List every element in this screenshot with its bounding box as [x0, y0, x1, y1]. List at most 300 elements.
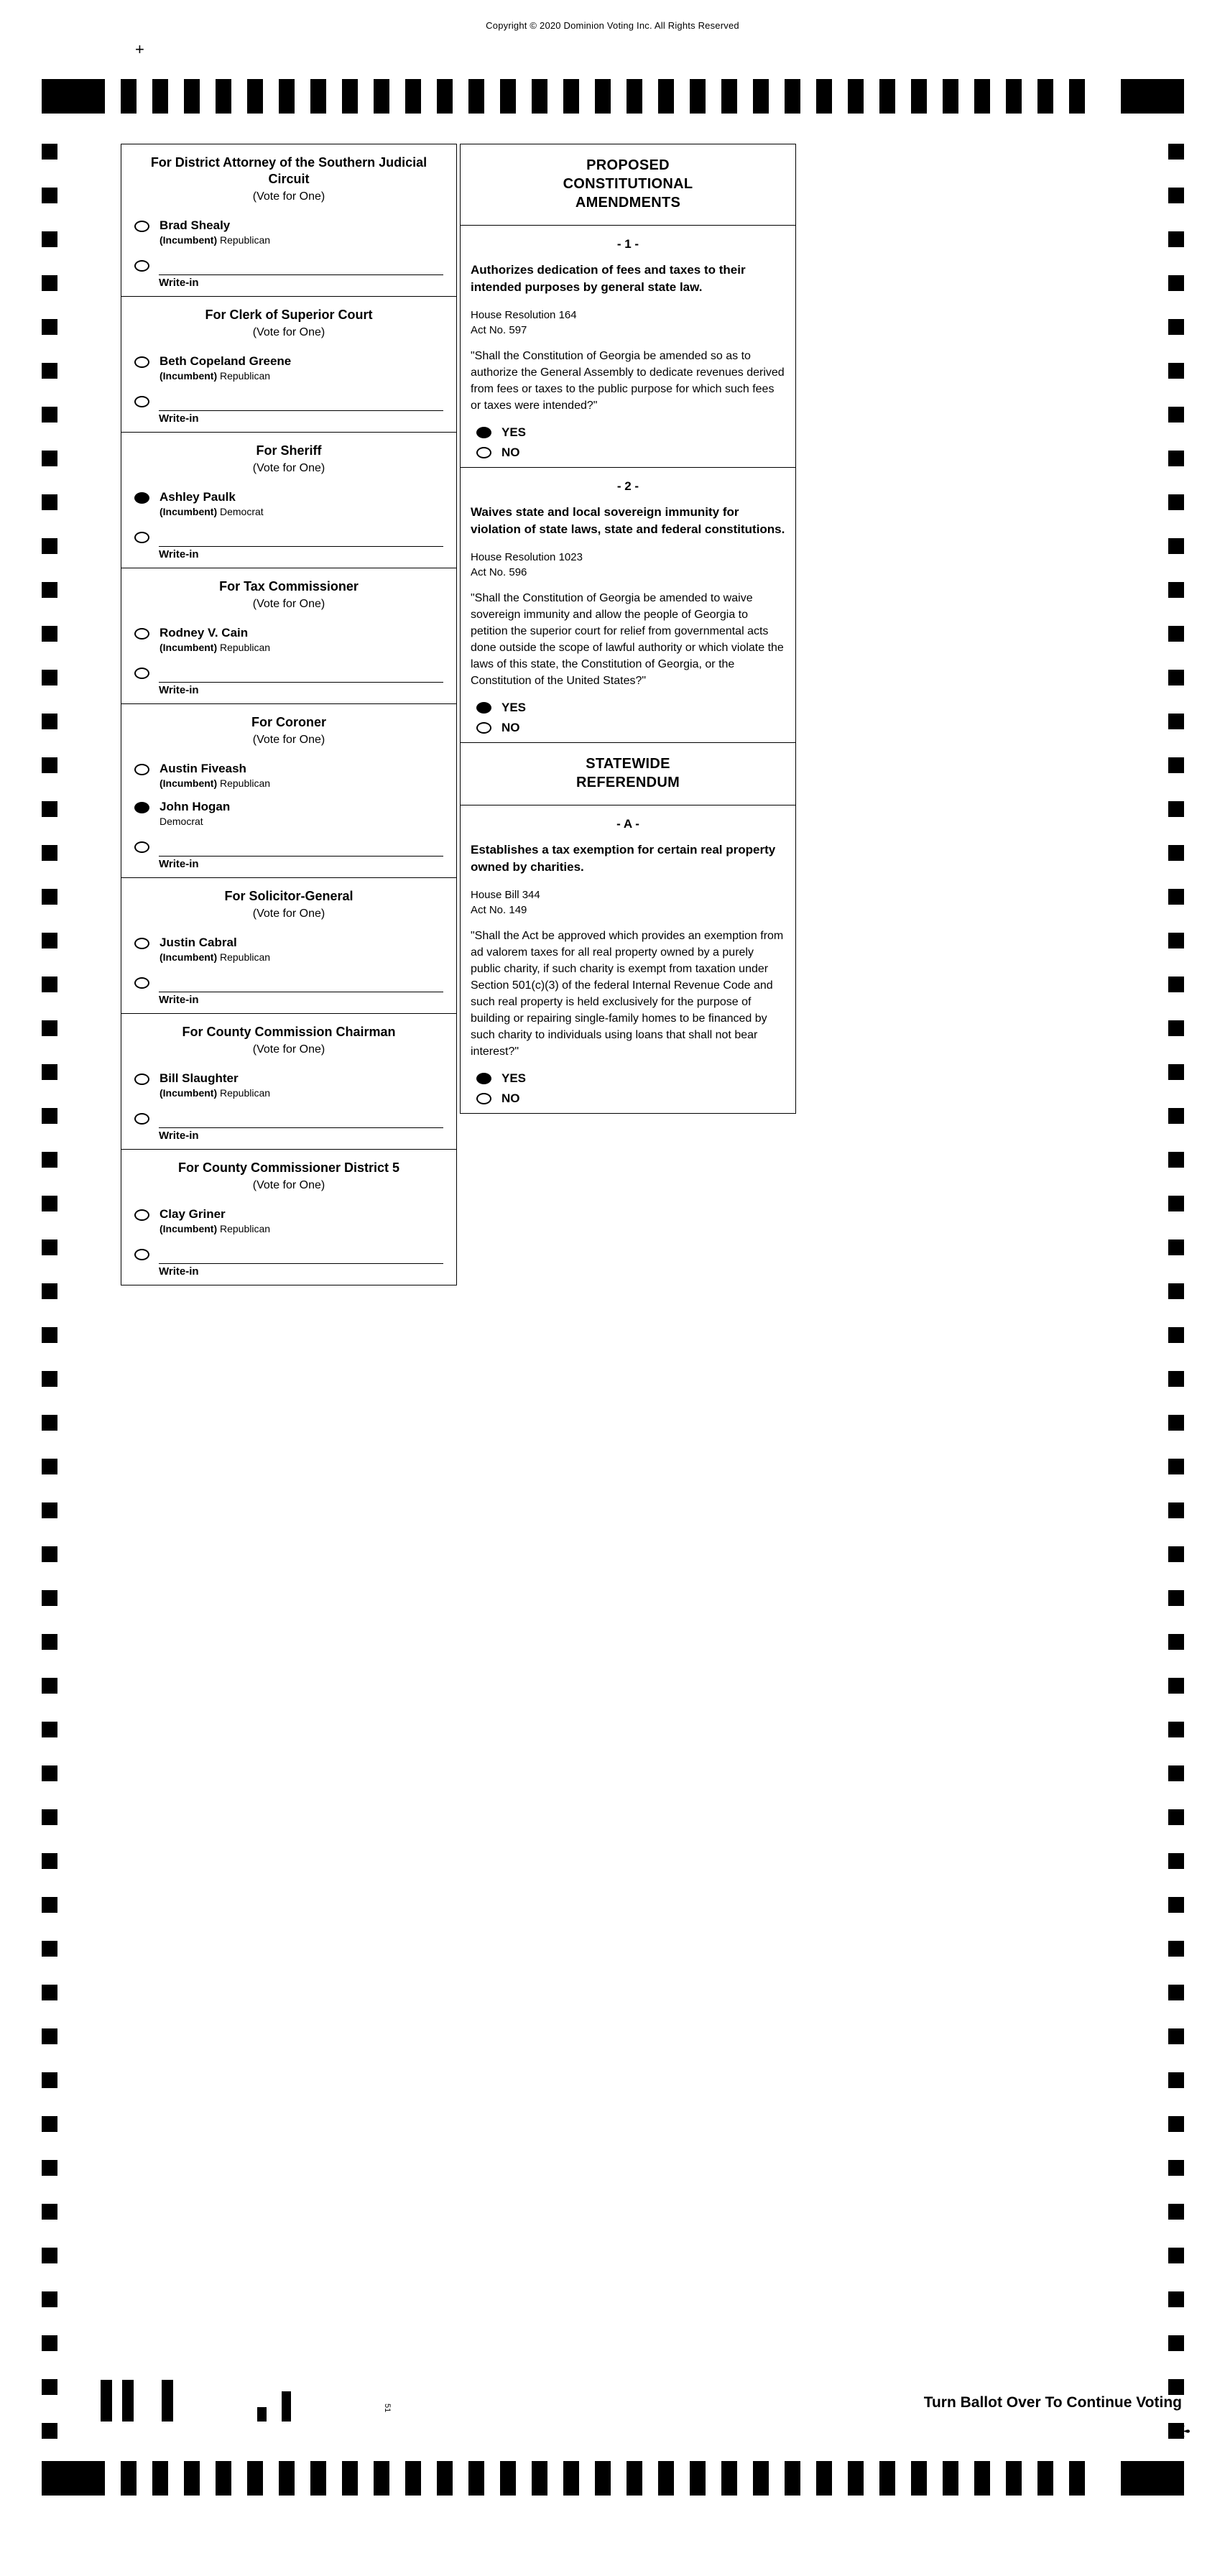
candidate-name: Rodney V. Cain	[160, 626, 249, 640]
timing-mark	[42, 2160, 57, 2176]
candidate-party	[160, 777, 270, 790]
timing-mark	[437, 79, 453, 114]
contest-header	[121, 144, 456, 213]
write-in-line[interactable]	[159, 682, 443, 699]
timing-mark	[532, 2461, 547, 2496]
timing-mark	[1168, 538, 1184, 554]
timing-mark	[974, 2461, 990, 2496]
vote-instruction: (Vote for One)	[252, 734, 325, 746]
write-in-label: Write-in	[159, 994, 199, 1006]
timing-mark	[247, 2461, 263, 2496]
timing-mark	[1168, 1809, 1184, 1825]
timing-mark	[1069, 79, 1085, 114]
candidate-option[interactable]	[121, 930, 456, 968]
write-in-option[interactable]	[121, 1104, 456, 1125]
ballot-id-mark	[257, 2407, 267, 2422]
contest-title: For Clerk of Superior Court	[205, 308, 373, 322]
no-option[interactable]	[471, 718, 785, 738]
candidate-list	[121, 213, 456, 296]
timing-mark	[500, 79, 516, 114]
party-label: Republican	[220, 642, 271, 653]
timing-mark	[721, 2461, 737, 2496]
timing-mark	[42, 1634, 57, 1650]
timing-mark	[42, 1546, 57, 1562]
candidate-text	[160, 762, 270, 790]
timing-mark	[1168, 2160, 1184, 2176]
candidate-list	[121, 1066, 456, 1149]
candidate-text	[160, 936, 270, 964]
timing-mark	[42, 1327, 57, 1343]
ballot-measure	[460, 467, 796, 742]
timing-mark	[627, 79, 642, 114]
candidate-party	[160, 951, 270, 964]
candidate-text	[160, 218, 270, 246]
timing-mark	[1168, 275, 1184, 291]
timing-mark	[42, 2335, 57, 2351]
candidate-list	[121, 930, 456, 1013]
candidate-name: Clay Griner	[160, 1207, 226, 1221]
timing-mark	[42, 1590, 57, 1606]
timing-mark	[1168, 2072, 1184, 2088]
timing-mark	[1168, 1020, 1184, 1036]
write-in-line[interactable]	[159, 410, 443, 428]
timing-mark	[405, 2461, 421, 2496]
timing-mark	[753, 79, 769, 114]
contest-header	[121, 704, 456, 756]
timing-mark	[42, 188, 57, 203]
measure-reference-line: House Bill 344	[471, 889, 540, 901]
timing-mark	[943, 79, 958, 114]
candidate-name: Austin Fiveash	[160, 762, 246, 775]
ballot-id-mark	[162, 2380, 173, 2422]
timing-mark	[42, 79, 105, 114]
timing-mark	[816, 79, 832, 114]
candidate-text	[160, 1207, 270, 1235]
no-option[interactable]	[471, 443, 785, 463]
contest-header	[121, 433, 456, 484]
timing-mark	[342, 79, 358, 114]
timing-mark	[1168, 188, 1184, 203]
measure-reference-line: Act No. 149	[471, 904, 527, 916]
contest-title: For County Commissioner District 5	[177, 1160, 400, 1175]
incumbent-label: (Incumbent)	[160, 777, 218, 789]
vote-oval[interactable]	[134, 802, 149, 813]
copyright-notice: Copyright © 2020 Dominion Voting Inc. All Rights Reserved	[486, 20, 739, 31]
candidate-name: Ashley Paulk	[160, 490, 236, 504]
write-in-line[interactable]	[159, 1263, 443, 1280]
timing-mark	[1168, 1941, 1184, 1957]
timing-mark	[1168, 889, 1184, 905]
timing-mark	[1168, 1196, 1184, 1211]
timing-mark	[1037, 2461, 1053, 2496]
vote-oval[interactable]	[134, 396, 149, 407]
candidate-list	[121, 620, 456, 703]
timing-mark	[974, 79, 990, 114]
timing-mark	[1168, 2291, 1184, 2307]
vote-oval[interactable]	[134, 668, 149, 679]
vote-oval[interactable]	[134, 221, 149, 232]
timing-mark	[911, 2461, 927, 2496]
timing-mark	[374, 79, 389, 114]
measure-reference	[471, 308, 785, 338]
write-in-label: Write-in	[159, 1265, 199, 1278]
timing-mark	[42, 1809, 57, 1825]
vote-oval[interactable]	[134, 1249, 149, 1260]
timing-mark	[1168, 1064, 1184, 1080]
timing-mark	[42, 845, 57, 861]
timing-mark	[42, 1020, 57, 1036]
measure-reference	[471, 550, 785, 580]
yes-option[interactable]	[471, 698, 785, 718]
measure-text: "Shall the Act be approved which provides an exemption from ad valorem taxes for all real property owned by a purely public charity, if such charity is exempt from taxation under Section 501(c)(3) of the federal Internal Revenue Code and such real property is held exclusively for the purpose of building or repairing single-family homes to be financed by such charity to individuals using loans that shall not bear interest?"	[471, 930, 784, 1058]
vote-oval[interactable]	[476, 427, 491, 438]
vote-instruction: (Vote for One)	[252, 326, 325, 338]
write-in-line[interactable]	[159, 546, 443, 563]
write-in-line[interactable]	[159, 992, 443, 1009]
timing-mark	[532, 79, 547, 114]
timing-mark	[42, 2028, 57, 2044]
write-in-option[interactable]	[121, 1239, 456, 1260]
timing-mark	[1168, 1678, 1184, 1694]
candidate-option[interactable]	[121, 620, 456, 658]
write-in-option[interactable]	[121, 658, 456, 679]
timing-mark	[437, 2461, 453, 2496]
timing-mark	[279, 79, 295, 114]
write-in-option[interactable]	[121, 968, 456, 989]
vote-oval[interactable]	[134, 1074, 149, 1085]
measure-text: "Shall the Constitution of Georgia be amended to waive sovereign immunity and allow the people of Georgia to petition the superior court for relief from governmental acts done outside the scope of lawful authority or which violate the laws of this state, the Constitution of Georgia, or the Constitution of the United States?"	[471, 592, 784, 687]
timing-mark	[1168, 231, 1184, 247]
write-in-line[interactable]	[159, 856, 443, 873]
candidate-option[interactable]	[121, 1066, 456, 1104]
measures-column-right	[460, 144, 796, 1114]
timing-mark	[658, 79, 674, 114]
timing-mark	[42, 407, 57, 423]
candidate-option[interactable]	[121, 484, 456, 522]
timing-mark	[595, 2461, 611, 2496]
timing-mark	[468, 79, 484, 114]
timing-mark	[42, 801, 57, 817]
candidate-name: Justin Cabral	[160, 936, 237, 949]
candidate-list	[121, 348, 456, 432]
proposed-amendments-header	[460, 144, 796, 225]
measure-summary: Authorizes dedication of fees and taxes to their intended purposes by general state law.	[471, 263, 746, 294]
vote-oval[interactable]	[476, 447, 491, 458]
candidate-option[interactable]	[121, 794, 456, 832]
timing-mark	[42, 538, 57, 554]
timing-mark	[42, 714, 57, 729]
vote-oval[interactable]	[476, 722, 491, 734]
timing-mark	[216, 2461, 231, 2496]
candidate-party	[160, 1222, 270, 1235]
contest	[121, 703, 457, 877]
timing-mark	[310, 2461, 326, 2496]
timing-mark	[1121, 2461, 1184, 2496]
vote-oval[interactable]	[476, 1073, 491, 1084]
party-label: Republican	[220, 777, 271, 789]
vote-instruction: (Vote for One)	[252, 598, 325, 610]
incumbent-label: (Incumbent)	[160, 1087, 218, 1099]
timing-mark	[1037, 79, 1053, 114]
timing-mark	[310, 79, 326, 114]
contest	[121, 296, 457, 432]
timing-marks-bottom	[42, 2461, 1184, 2496]
statewide-referendum-header-line: REFERENDUM	[575, 775, 680, 790]
timing-mark	[42, 231, 57, 247]
candidate-party	[160, 815, 230, 828]
vote-oval[interactable]	[134, 841, 149, 853]
candidate-party	[160, 641, 270, 654]
contest	[121, 877, 457, 1013]
timing-mark	[42, 1853, 57, 1869]
timing-mark	[42, 1941, 57, 1957]
timing-mark	[1121, 79, 1184, 114]
yes-option[interactable]	[471, 1068, 785, 1089]
timing-mark	[42, 670, 57, 685]
vote-oval[interactable]	[134, 628, 149, 640]
timing-mark	[1168, 2028, 1184, 2044]
timing-mark	[1006, 79, 1022, 114]
timing-mark	[42, 1064, 57, 1080]
timing-mark	[42, 494, 57, 510]
timing-mark	[1168, 1853, 1184, 1869]
timing-mark	[1168, 2335, 1184, 2351]
timing-mark	[42, 2461, 105, 2496]
contest-title: For Tax Commissioner	[219, 579, 359, 594]
measure-summary: Waives state and local sovereign immunity for violation of state laws, state and federal constitutions.	[471, 505, 785, 536]
measure-reference-line: Act No. 596	[471, 566, 527, 578]
candidate-party	[160, 234, 270, 246]
vote-oval[interactable]	[134, 492, 149, 504]
timing-mark	[943, 2461, 958, 2496]
timing-mark	[1168, 1459, 1184, 1474]
party-label: Republican	[220, 370, 271, 382]
timing-mark	[42, 1985, 57, 2000]
contest	[121, 432, 457, 568]
contest-header	[121, 297, 456, 348]
timing-mark	[1168, 494, 1184, 510]
party-label: Democrat	[160, 816, 203, 827]
timing-marks-top	[42, 79, 1184, 114]
ballot-id-marks	[101, 2378, 388, 2422]
timing-marks-left	[42, 144, 57, 2429]
ballot-id-mark	[122, 2380, 134, 2422]
registration-mark-icon: +	[135, 40, 144, 58]
timing-mark	[42, 582, 57, 598]
vote-oval[interactable]	[134, 260, 149, 272]
timing-mark	[563, 2461, 579, 2496]
yes-label: YES	[501, 1071, 527, 1085]
candidate-list	[121, 484, 456, 568]
no-label: NO	[501, 446, 520, 459]
timing-mark	[1168, 1897, 1184, 1913]
measure-number: - 1 -	[616, 237, 639, 251]
timing-mark	[879, 2461, 895, 2496]
vote-oval[interactable]	[476, 1093, 491, 1104]
timing-mark	[1168, 1546, 1184, 1562]
timing-mark	[1168, 801, 1184, 817]
turn-ballot-over-notice: Turn Ballot Over To Continue Voting	[923, 2394, 1182, 2411]
timing-mark	[1168, 977, 1184, 992]
timing-mark	[1168, 670, 1184, 685]
timing-mark	[1168, 1239, 1184, 1255]
timing-mark	[42, 2204, 57, 2220]
timing-mark	[1168, 2379, 1184, 2395]
timing-mark	[42, 626, 57, 642]
timing-mark	[374, 2461, 389, 2496]
write-in-line[interactable]	[159, 1127, 443, 1145]
timing-mark	[42, 1108, 57, 1124]
timing-mark	[1168, 1371, 1184, 1387]
timing-mark	[1168, 1765, 1184, 1781]
vote-oval[interactable]	[476, 702, 491, 714]
timing-mark	[42, 1459, 57, 1474]
timing-mark	[121, 2461, 137, 2496]
timing-mark	[42, 1678, 57, 1694]
candidate-option[interactable]	[121, 1201, 456, 1239]
ballot-id-number: 51	[383, 2404, 392, 2413]
timing-mark	[658, 2461, 674, 2496]
timing-mark	[279, 2461, 295, 2496]
timing-mark	[42, 2072, 57, 2088]
vote-instruction: (Vote for One)	[252, 908, 325, 920]
incumbent-label: (Incumbent)	[160, 234, 218, 246]
incumbent-label: (Incumbent)	[160, 642, 218, 653]
timing-mark	[1168, 2248, 1184, 2263]
timing-mark	[1168, 1327, 1184, 1343]
timing-mark	[1168, 1590, 1184, 1606]
candidate-option[interactable]	[121, 213, 456, 251]
timing-mark	[1168, 1634, 1184, 1650]
timing-mark	[42, 1196, 57, 1211]
contest	[121, 1013, 457, 1149]
timing-mark	[42, 1283, 57, 1299]
contest	[121, 1149, 457, 1285]
timing-mark	[785, 2461, 800, 2496]
timing-mark	[42, 2423, 57, 2439]
no-option[interactable]	[471, 1089, 785, 1109]
timing-mark	[1168, 626, 1184, 642]
timing-mark	[753, 2461, 769, 2496]
timing-mark	[1168, 933, 1184, 948]
incumbent-label: (Incumbent)	[160, 370, 218, 382]
party-label: Republican	[220, 951, 271, 963]
timing-mark	[785, 79, 800, 114]
yes-label: YES	[501, 425, 527, 439]
vote-oval[interactable]	[134, 1209, 149, 1221]
ballot-measure	[460, 225, 796, 467]
party-label: Republican	[220, 234, 271, 246]
vote-oval[interactable]	[134, 977, 149, 989]
no-label: NO	[501, 721, 520, 734]
vote-oval[interactable]	[134, 1113, 149, 1125]
candidate-option[interactable]	[121, 756, 456, 794]
vote-oval[interactable]	[134, 764, 149, 775]
timing-mark	[1168, 1502, 1184, 1518]
candidate-option[interactable]	[121, 348, 456, 387]
timing-mark	[184, 79, 200, 114]
candidate-text	[160, 490, 264, 518]
timing-mark	[42, 2291, 57, 2307]
timing-mark	[42, 1502, 57, 1518]
timing-mark	[405, 79, 421, 114]
timing-mark	[184, 2461, 200, 2496]
measure-reference	[471, 887, 785, 918]
contest-header	[121, 568, 456, 620]
timing-mark	[1168, 144, 1184, 160]
contest-title: For District Attorney of the Southern Judicial Circuit	[150, 155, 427, 186]
contest-title: For Coroner	[251, 715, 326, 729]
candidate-name: Brad Shealy	[160, 218, 231, 232]
timing-mark	[42, 2116, 57, 2132]
no-label: NO	[501, 1091, 520, 1105]
candidate-text	[160, 800, 230, 828]
timing-mark	[1168, 363, 1184, 379]
contest-header	[121, 1014, 456, 1066]
yes-option[interactable]	[471, 423, 785, 443]
registration-mark-bottom-icon: ✢	[1175, 2421, 1191, 2442]
timing-mark	[1168, 319, 1184, 335]
write-in-option[interactable]	[121, 832, 456, 853]
timing-mark	[1006, 2461, 1022, 2496]
party-label: Republican	[220, 1087, 271, 1099]
vote-oval[interactable]	[134, 356, 149, 368]
ballot-id-mark	[282, 2391, 291, 2422]
measure-summary: Establishes a tax exemption for certain real property owned by charities.	[471, 843, 776, 874]
timing-mark	[500, 2461, 516, 2496]
party-label: Democrat	[220, 506, 264, 517]
timing-mark	[627, 2461, 642, 2496]
write-in-line[interactable]	[159, 274, 443, 292]
timing-mark	[1168, 1415, 1184, 1431]
timing-mark	[1168, 2204, 1184, 2220]
contest-header	[121, 1150, 456, 1201]
vote-instruction: (Vote for One)	[252, 462, 325, 474]
write-in-label: Write-in	[159, 858, 199, 870]
write-in-option[interactable]	[121, 522, 456, 543]
measure-reference-line: House Resolution 1023	[471, 551, 583, 563]
vote-instruction: (Vote for One)	[252, 1043, 325, 1056]
proposed-amendments-header-line: PROPOSED	[586, 157, 670, 173]
vote-oval[interactable]	[134, 532, 149, 543]
timing-mark	[1168, 2116, 1184, 2132]
timing-mark	[42, 319, 57, 335]
timing-mark	[42, 363, 57, 379]
write-in-option[interactable]	[121, 251, 456, 272]
candidate-party	[160, 369, 291, 382]
timing-mark	[342, 2461, 358, 2496]
timing-mark	[1168, 1722, 1184, 1737]
write-in-option[interactable]	[121, 387, 456, 407]
timing-mark	[848, 2461, 864, 2496]
timing-mark	[1168, 407, 1184, 423]
timing-mark	[563, 79, 579, 114]
candidate-party	[160, 1086, 270, 1099]
vote-oval[interactable]	[134, 938, 149, 949]
write-in-label: Write-in	[159, 684, 199, 696]
contest-title: For Sheriff	[256, 443, 322, 458]
timing-mark	[1168, 1108, 1184, 1124]
proposed-amendments-header-line: CONSTITUTIONAL	[563, 176, 693, 192]
timing-mark	[468, 2461, 484, 2496]
candidate-party	[160, 505, 264, 518]
timing-mark	[152, 79, 168, 114]
timing-mark	[42, 2379, 57, 2395]
write-in-label: Write-in	[159, 548, 199, 560]
candidate-name: Bill Slaughter	[160, 1071, 239, 1085]
timing-mark	[1168, 1985, 1184, 2000]
timing-mark	[1168, 1152, 1184, 1168]
